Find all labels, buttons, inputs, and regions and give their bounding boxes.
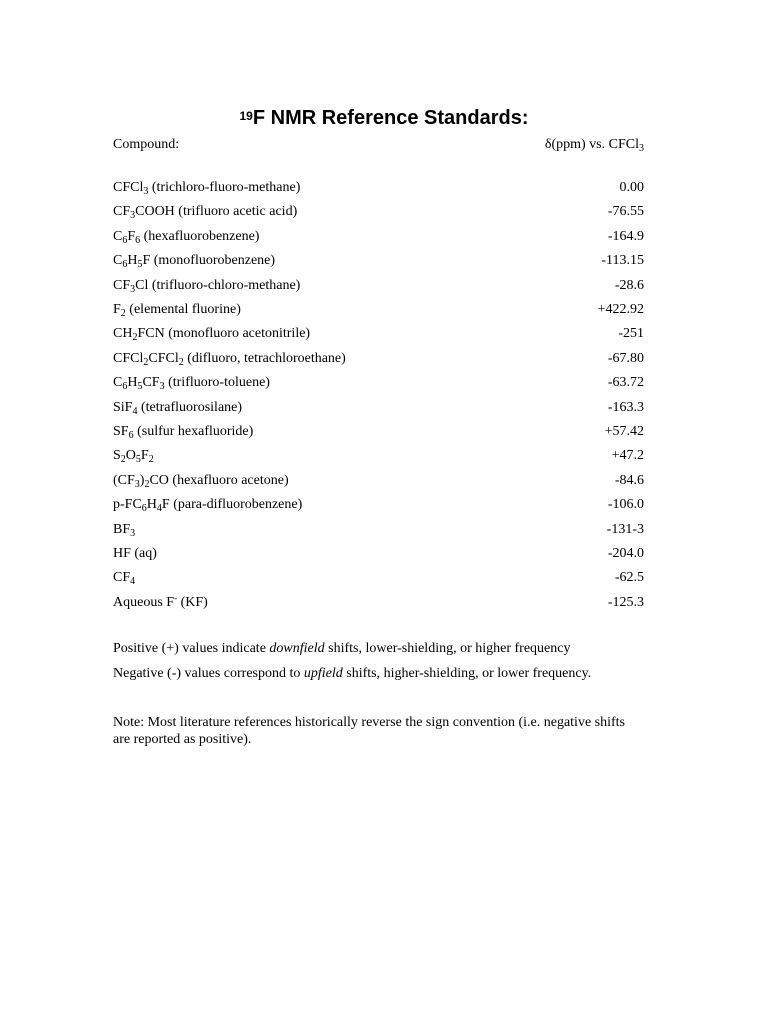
compound-name: $C_6H_5F$ (monofluorobenzene) (113, 253, 276, 271)
shift-value: -125.3 (607, 594, 644, 610)
compound-name: $C_6H_5CF_3$ (trifluoro-toluene) (113, 375, 270, 393)
compound-name: $CH_2FCN$ (monofluoro acetonitrile) (113, 326, 311, 344)
compound-name: $CF_4$ (113, 570, 136, 588)
page-title (0, 104, 768, 132)
shift-header: δ(ppm) vs. CFCl$_3$ (544, 137, 644, 154)
shift-value: -251 (618, 326, 644, 342)
compound-name: $CF_3Cl$ (trifluoro-chloro-methane) (113, 277, 301, 295)
compound-name: $C_6F_6$ (hexafluorobenzene) (113, 228, 260, 246)
compound-name: SiF$_4$ (tetrafluorosilane) (113, 399, 243, 417)
compound-name: $F_2$ (elemental fluorine) (113, 302, 241, 319)
table-row (113, 274, 644, 298)
compound-header: Compound: (113, 137, 180, 152)
compound-name: $SF_6$ (sulfur hexafluoride) (113, 424, 254, 441)
shift-value: -62.5 (614, 570, 644, 586)
table-row (113, 518, 644, 542)
table-row (113, 444, 644, 468)
shift-value: -67.80 (607, 350, 644, 366)
table-row (113, 200, 644, 224)
shift-value: -28.6 (614, 277, 644, 293)
positive-note: Positive (+) values indicate downfield shifts, lower-shielding, or higher frequency (113, 641, 571, 656)
table-row (113, 347, 644, 371)
shift-value: -204.0 (607, 546, 644, 561)
table-row (113, 225, 644, 249)
compound-name: $S_2O_5F_2$ (113, 448, 154, 466)
table-row (113, 371, 644, 395)
shift-value: -84.6 (614, 472, 644, 488)
shift-value: -163.3 (607, 399, 644, 415)
negative-note: Negative (-) values correspond to upfield shifts, higher-shielding, or lower frequency. (113, 666, 592, 681)
shift-value: -131-3 (606, 521, 644, 537)
shift-value: 0.00 (619, 180, 644, 195)
shift-value: +47.2 (611, 448, 644, 464)
table-row (113, 542, 644, 566)
compound-name: CFCl$_2$CFCl$_2$ (difluoro, tetrachloroethane) (113, 350, 346, 368)
title-text: F NMR Reference Standards: (252, 107, 529, 129)
compound-name: $CF_3COOH$ (trifluoro acetic acid) (113, 204, 298, 222)
table-row (113, 493, 644, 517)
shift-value: -106.0 (607, 497, 644, 513)
shift-value: +422.92 (597, 302, 644, 317)
table-header (113, 133, 644, 157)
compound-name: CFCl$_3$ (trichloro-fluoro-methane) (113, 180, 301, 197)
compound-name: $(CF_3)_2CO$ (hexafluoro acetone) (113, 472, 289, 490)
shift-value: -63.72 (607, 375, 644, 391)
table-row (113, 591, 644, 615)
table-row (113, 566, 644, 590)
table-row (113, 396, 644, 420)
shift-value: +57.42 (604, 424, 644, 439)
table-row (113, 469, 644, 493)
shift-value: -113.15 (601, 253, 644, 269)
compound-name: Aqueous F- (KF) (113, 592, 208, 610)
table-row (113, 420, 644, 444)
table-row (113, 176, 644, 200)
table-row (113, 322, 644, 346)
shift-value: -76.55 (607, 204, 644, 220)
sign-convention-note: Note: Most literature references historically reverse the sign convention (i.e. negative shifts are reported as positive). (113, 715, 625, 747)
title-superscript: 19 (239, 109, 253, 123)
compound-name: $p-FC_6H_4F$ (para-difluorobenzene) (113, 497, 303, 515)
shift-value: -164.9 (607, 228, 644, 244)
table-row (113, 249, 644, 273)
compound-name: HF (aq) (113, 546, 157, 561)
table-row (113, 298, 644, 322)
compound-name: $BF_3$ (113, 521, 136, 539)
